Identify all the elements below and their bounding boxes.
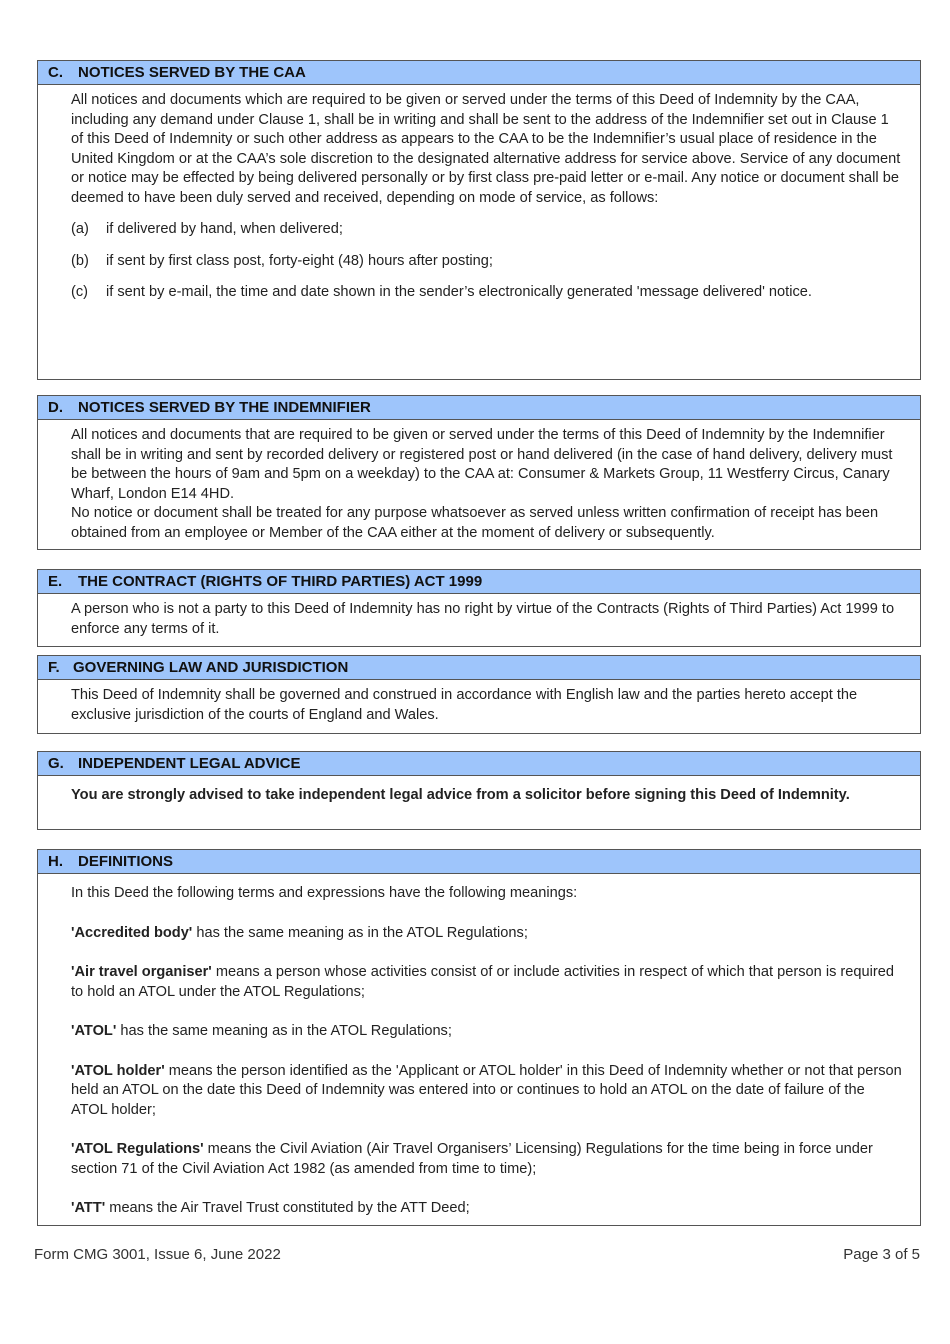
definition-term: 'ATOL' <box>71 1023 117 1039</box>
paragraph: This Deed of Indemnity shall be governed and construed in accordance with English law and the parties hereto accept the exclusive jurisdiction of the courts of England and Wales. <box>71 687 858 723</box>
section-f <box>37 655 921 734</box>
paragraph: A person who is not a party to this Deed of Indemnity has no right by virtue of the Contracts (Rights of Third Parties) Act 1999 to enforce any terms of it. <box>71 601 895 637</box>
section-h-body <box>38 874 920 1219</box>
list-text: if delivered by hand, when delivered; <box>106 221 343 237</box>
section-title: NOTICES SERVED BY THE CAA <box>78 64 306 81</box>
section-d-body <box>38 420 920 543</box>
list-item <box>71 220 902 240</box>
section-letter: G. <box>48 755 64 772</box>
definition-term: 'Air travel organiser' <box>71 964 212 980</box>
section-title: NOTICES SERVED BY THE INDEMNIFIER <box>78 399 371 416</box>
section-d-header <box>38 396 920 420</box>
list-item <box>71 252 902 272</box>
definition-text: means the Air Travel Trust constituted by the ATT Deed; <box>105 1200 470 1216</box>
section-h <box>37 849 921 1226</box>
list-label: (a) <box>71 221 89 237</box>
paragraph: All notices and documents that are required to be given or served under the terms of this Deed of Indemnity by the Indemnifier shall be in writing and sent by recorded delivery or registered post or hand delivered (in the case of hand delivery, delivery must be between the hours of 9am and 5pm on a weekday) to the CAA at: Consumer & Markets Group, 11 Westferry Circus, Canary Wharf, London E14 4HD. <box>71 427 893 502</box>
definition <box>71 1140 902 1179</box>
section-g-body <box>38 776 920 806</box>
definition-term: 'Accredited body' <box>71 924 193 941</box>
section-g <box>37 751 921 830</box>
section-title: THE CONTRACT (RIGHTS OF THIRD PARTIES) ACT 1999 <box>78 573 483 590</box>
legal-advice-warning: You are strongly advised to take independent legal advice from a solicitor before signing this Deed of Indemnity. <box>71 787 850 803</box>
footer-form-id: Form CMG 3001, Issue 6, June 2022 <box>34 1246 281 1263</box>
definition-term: 'ATOL holder' <box>71 1062 165 1079</box>
section-f-body <box>38 680 920 725</box>
list-label: (b) <box>71 252 89 269</box>
definition <box>71 1022 902 1042</box>
list-text: if sent by e-mail, the time and date shown in the sender’s electronically generated 'message delivered' notice. <box>106 284 812 300</box>
paragraph: In this Deed the following terms and expressions have the following meanings: <box>71 885 578 901</box>
definition <box>71 963 902 1002</box>
definition-text: means a person whose activities consist of or include activities in respect of which that person is required to hold an ATOL under the ATOL Regulations; <box>71 964 894 1000</box>
section-c-body <box>38 85 920 303</box>
definition-text: means the person identified as the 'Applicant or ATOL holder' in this Deed of Indemnity whether or not that person held an ATOL on the date this Deed of Indemnity was entered into or continues to hold an ATOL on the date of failure of the ATOL holder; <box>71 1062 902 1118</box>
definition-text: has the same meaning as in the ATOL Regulations; <box>116 1023 452 1039</box>
list-item <box>71 283 902 303</box>
list-text: if sent by first class post, forty-eight (48) hours after posting; <box>106 252 493 269</box>
section-f-header <box>38 656 920 680</box>
section-letter: C. <box>48 64 63 81</box>
section-g-header <box>38 752 920 776</box>
section-c <box>37 60 921 380</box>
section-letter: D. <box>48 399 63 416</box>
paragraph: No notice or document shall be treated for any purpose whatsoever as served unless written confirmation of receipt has been obtained from an employee or Member of the CAA either at the moment of delivery or subsequently. <box>71 505 879 541</box>
paragraph: All notices and documents which are required to be given or served under the terms of this Deed of Indemnity by the CAA, including any demand under Clause 1, shall be in writing and shall be sent to the address of the Indemnifier set out in Clause 1 of this Deed of Indemnity or such other address as appears to the CAA to be the Indemnifier’s usual place of residence in the United Kingdom or at the CAA’s sole discretion to the designated alternative address for service above. Service of any document or notice may be effected by being delivered personally or by first class pre-paid letter or e-mail. Any notice or document shall be deemed to have been duly served and received, depending on mode of service, as follows: <box>71 92 901 206</box>
section-c-header <box>38 61 920 85</box>
section-e-header <box>38 570 920 594</box>
list-label: (c) <box>71 284 89 300</box>
definition <box>71 924 902 944</box>
section-letter: E. <box>48 573 63 590</box>
definition-term: 'ATOL Regulations' <box>71 1141 204 1157</box>
definition <box>71 1062 902 1121</box>
section-h-header <box>38 850 920 874</box>
section-d <box>37 395 921 550</box>
section-letter: F. <box>48 659 60 676</box>
section-title: GOVERNING LAW AND JURISDICTION <box>73 659 349 676</box>
section-e <box>37 569 921 647</box>
section-title: INDEPENDENT LEGAL ADVICE <box>78 755 301 772</box>
definition-text: has the same meaning as in the ATOL Regulations; <box>192 924 528 941</box>
definition-term: 'ATT' <box>71 1200 106 1216</box>
section-e-body <box>38 594 920 639</box>
definition <box>71 1199 902 1219</box>
definition-text: means the Civil Aviation (Air Travel Organisers’ Licensing) Regulations for the time being in force under section 71 of the Civil Aviation Act 1982 (as amended from time to time); <box>71 1141 873 1177</box>
footer-page-number: Page 3 of 5 <box>843 1246 920 1263</box>
section-letter: H. <box>48 853 63 870</box>
section-title: DEFINITIONS <box>78 853 174 870</box>
